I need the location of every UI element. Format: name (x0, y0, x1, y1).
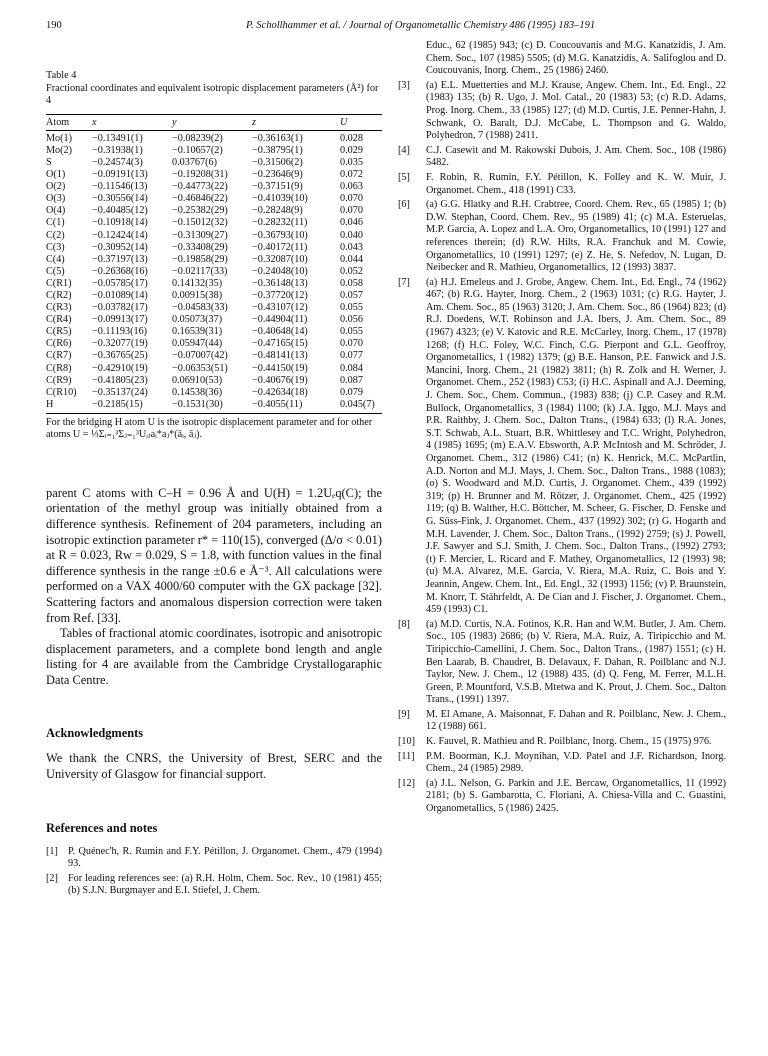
table-cell: −0.03782(17) (92, 302, 148, 314)
table-cell: 0.035 (340, 156, 363, 168)
table-cell: −0.31938(1) (92, 144, 143, 156)
table-cell: −0.01089(14) (92, 290, 148, 301)
coordinates-table (46, 114, 382, 414)
table-cell: −0.28248(9) (252, 205, 303, 217)
table-cell: −0.02117(33) (172, 265, 228, 277)
reference-text: M. El Amane, A. Maisonnat, F. Dahan and R. Poilblanc, New. J. Chem., 12 (1988) 661. (426, 708, 726, 733)
table-cell: −0.44150(19) (252, 362, 308, 374)
acknowledgments-heading: Acknowledgments (46, 726, 144, 741)
table-cell: C(5) (46, 265, 65, 277)
table-cell: −0.09913(17) (92, 314, 148, 326)
table-cell: −0.46846(22) (172, 193, 228, 205)
table-cell: −0.36148(13) (252, 277, 308, 289)
table-cell: 0.046 (340, 217, 363, 229)
table-cell: 0.028 (340, 132, 363, 144)
table-cell: −0.4055(11) (252, 399, 340, 414)
table-cell: C(3) (46, 241, 65, 253)
reference-number: [11] (398, 750, 415, 762)
table-row (46, 254, 382, 266)
paragraph: parent C atoms with C–H = 0.96 Å and U(H) = 1.2Uₑq(C); the orientation of the methyl group was initially obtained from a difference synthesis. Refinement of 204 parameters, including an isotropic extinction parameter r* = 110(15), converged (Δ/σ < 0.01) at R = 0.023, Rw = 0.029, S = 1.8, with function values in the final difference synthesis in the range ±0.6 e Å⁻³. All calculations were performed on a VAX 4000/60 computer with the GX package [32]. Scattering factors and anomalous dispersion correction were taken from Ref. [33]. (46, 485, 382, 625)
column-header: Atom (46, 114, 92, 130)
table-cell: 0.03767(6) (172, 156, 217, 168)
table-cell: −0.41805(23) (92, 374, 148, 386)
reference-item (46, 846, 382, 871)
table-cell: −0.48141(13) (252, 350, 308, 362)
table-cell: −0.24574(3) (92, 156, 143, 168)
table-cell: −0.1531(30) (172, 399, 252, 414)
table-cell: C(R8) (46, 362, 72, 374)
table-cell: −0.2185(15) (92, 399, 172, 414)
table-row (46, 350, 382, 362)
table-cell: −0.47165(15) (252, 338, 308, 350)
table-cell: −0.26368(16) (92, 265, 148, 277)
table-cell: −0.10657(2) (172, 144, 223, 156)
reference-number: [4] (398, 144, 410, 156)
reference-item (46, 873, 382, 898)
reference-number: [1] (46, 845, 58, 857)
table-cell: C(R10) (46, 386, 77, 398)
right-column (398, 30, 726, 818)
table-cell: 0.16539(31) (172, 326, 223, 338)
table-cell: −0.42910(19) (92, 362, 148, 374)
table-cell: 0.057 (340, 290, 363, 301)
table-row (46, 157, 382, 169)
table-cell: 0.056 (340, 314, 363, 326)
table-row (46, 363, 382, 375)
table-row (46, 290, 382, 302)
table-cell: 0.087 (340, 374, 363, 386)
reference-number: [3] (398, 79, 410, 91)
table-cell: −0.06353(51) (172, 362, 228, 374)
table-cell: 0.055 (340, 326, 363, 338)
reference-item (398, 145, 726, 170)
table-cell: −0.10918(14) (92, 217, 148, 229)
reference-text: P. Quénec'h, R. Rumin and F.Y. Pétillon, J. Organomet. Chem., 479 (1994) 93. (68, 845, 382, 870)
table-cell: −0.30952(14) (92, 241, 148, 253)
reference-text: (a) M.D. Curtis, N.A. Fotinos, K.R. Han and W.M. Butler, J. Am. Chem. Soc., 105 (1983) 2686; (b) V. Riera, M.A. Ruiz, A. Tiripicchio and M. Tiripicchio-Camellini, J. Chem. Soc., Dalton Trans., (1987) 1551; (c) H. Ben Laarab, B. Chaudret, B. Delavaux, F. Dahan, R. Poilblanc and N.J. Taylor, New. J. Chem., 12 (1988) 435. (d) Q. Feng, M. Ferrer, M.L.H. Green, P. Mountford, V.S.B. Mtetwa and K. Prout, J. Chem. Soc., Dalton Trans., (1991) 1397. (426, 618, 726, 706)
reference-number: [10] (398, 736, 415, 748)
table-cell: −0.25382(29) (172, 205, 228, 217)
table-cell: S (46, 156, 52, 168)
table-cell: 0.040 (340, 229, 363, 241)
column-header: U (340, 114, 382, 130)
table-cell: −0.40485(12) (92, 205, 148, 217)
acknowledgments-text: We thank the CNRS, the University of Brest, SERC and the University of Glasgow for financial support. (46, 751, 382, 782)
table-row (46, 145, 382, 157)
reference-item (398, 80, 726, 143)
table-cell: −0.37197(13) (92, 253, 148, 265)
table-cell: −0.11546(13) (92, 181, 148, 193)
table-cell: −0.38795(1) (252, 144, 303, 156)
table-cell: 0.052 (340, 265, 363, 277)
reference-text: (a) H.J. Emeleus and J. Grobe, Angew. Chem. Int., Ed. Engl., 74 (1962) 467; (b) R.G. Hayter, Inorg. Chem., 2 (1963) 1031; (c) R.G. Hayter, J. Am. Chem. Soc., 85 (1963) 3120; J. Am. Chem. Soc., 86 (1964) 823; (d) R.J. Doedens, W.T. Robinson and J.A. Ibers, J. Am. Chem. Soc., 89 (1967) 4323; (e) V. Katovic and R.E. McCarley, Inorg. Chem., 17 (1978) 1268; (f) H.C. Foley, W.C. Finch, C.G. Pierpont and G.L. Geoffroy, Organometallics, 1 (1982) 1379; (g) B.E. Hanson, P.E. Fanwick and J.S. Mancini, Inorg. Chem., 21 (1982) 3811; (h) R. Zolk and H. Werner, J. Organomet. Chem., 252 (1983) C53; (i) H.C. Aspinall and A.J. Deeming, J. Chem. Soc., Chem. Commun., (1983) 838; (j) C.P. Casey and R.M. Bullock, Organometallics, 3 (1984) 1100; (k) J.A. Iggo, M.J. Mays and P.R. Raithby, J. Chem. Soc., Dalton Trans., (1984) 633; (l) R.A. Jones, S.T. Schwab, A.L. Stuart, B.R. Whittlesey and T.C. Wright, Polyhedron, 4 (1985) 1695; (m) E.A.V. Ebsworth, A.P. McIntosh and M. Schröder, J. Organomet. Chem., 312 (1986) C41; (n) K. Henrick, M.C. McPartlin, A.D. Norton and M.J. Mays, J. Chem. Soc., Dalton Trans., 1988 (1083); (o) S. Woodward and M.D. Curtis, J. Organomet. Chem., 439 (1992) 319; (p) H. Brunner and M. Rötzer, J. Organomet. Chem., 425 (1992) 119; (q) B. Walther, H.C. Böttcher, M. Scheer, G. Fischer, D. Fenske and G. Süss-Fink, J. Organomet. Chem., 437 (1992) 302; (r) G. Hogarth and M.H. Lavender, J. Chem. Soc., Dalton Trans., (1992) 2759; (s) J. Powell, J.F. Sawyer and S.J. Smith, J. Chem. Soc., Dalton Trans., (1992) 2793; (t) F. Mercier, L. Ricard and F. Mathey, Organometallics, 12 (1993) 98; (u) M.A. Alvarez, M.E. Garcia, V. Riera, M.A. Ruiz, C. Bois and Y. Jeannin, Angew. Chem. Int., Ed. Engl., 32 (1993) 1156; (v) P. Braunstein, M. Knorr, T. Stährfeldt, A. De Cian and J. Fischer, J. Organomet. Chem., 459 (1993) C1. (426, 276, 726, 616)
table-row (46, 314, 382, 326)
table-cell: −0.05785(17) (92, 277, 148, 289)
table-cell: −0.19858(29) (172, 253, 228, 265)
table-cell: −0.08239(2) (172, 132, 223, 144)
table-cell: Mo(2) (46, 144, 73, 156)
reference-item (398, 619, 726, 707)
table-cell: 0.00915(38) (172, 290, 223, 301)
reference-text: P.M. Boorman, K.J. Moynihan, V.D. Patel and J.F. Richardson, Inorg. Chem., 24 (1985) 2989. (426, 750, 726, 775)
table-cell: −0.40676(19) (252, 374, 308, 386)
table-cell: −0.44904(11) (252, 314, 308, 326)
table-row (46, 266, 382, 278)
table-cell: Mo(1) (46, 132, 73, 144)
table-cell: O(4) (46, 205, 66, 217)
table-row (46, 217, 382, 229)
table-caption (46, 70, 382, 108)
table-cell: 0.05073(37) (172, 314, 223, 326)
table-cell: C(R2) (46, 290, 72, 301)
reference-item (398, 199, 726, 275)
running-title: P. Schollhammer et al. / Journal of Organometallic Chemistry 486 (1995) 183–191 (246, 20, 596, 31)
body-text (46, 486, 382, 689)
reference-text: For leading references see: (a) R.H. Holm, Chem. Soc. Rev., 10 (1981) 455; (b) S.J.N. Burgmayer and E.I. Stiefel, J. Chem. (68, 872, 382, 897)
table-cell: −0.40648(14) (252, 326, 308, 338)
reference-continuation: Educ., 62 (1985) 943; (c) D. Coucouvanis and M.G. Kanatzidis, J. Am. Chem. Soc., 107 (1985) 5505; (d) M.G. Kanatzidis, A. Salifoglou and D. Coucouvanis, Inorg. Chem., 25 (1986) 2460. (426, 40, 726, 77)
table-row (46, 278, 382, 290)
column-header: x (92, 114, 172, 130)
table-cell: C(R4) (46, 314, 72, 326)
reference-number: [5] (398, 171, 410, 183)
table-row (46, 387, 382, 399)
paragraph: Tables of fractional atomic coordinates, isotropic and anisotropic displacement parameters, and a complete bond length and angle listing for 4 are available from the Cambridge Crystallogaraphic Data Centre. (46, 626, 382, 687)
table-row (46, 338, 382, 350)
table-cell: −0.37720(12) (252, 290, 308, 301)
column-header: y (172, 114, 252, 130)
table-header-row (46, 114, 382, 130)
table-row (46, 193, 382, 205)
table-cell: −0.31506(2) (252, 156, 303, 168)
column-header: z (252, 114, 340, 130)
reference-item (398, 736, 726, 749)
reference-number: [7] (398, 276, 410, 288)
reference-list-right (398, 40, 726, 816)
table-cell: −0.44773(22) (172, 181, 228, 193)
table-cell: 0.072 (340, 169, 363, 181)
table-row (46, 230, 382, 242)
table-cell: −0.24048(10) (252, 265, 308, 277)
table-cell: O(2) (46, 181, 66, 193)
table-cell: C(4) (46, 253, 65, 265)
table-cell: −0.07007(42) (172, 350, 228, 362)
table-cell: −0.11193(16) (92, 326, 148, 338)
reference-text: C.J. Casewit and M. Rakowski Dubois, J. Am. Chem. Soc., 108 (1986) 5482. (426, 144, 726, 169)
left-column (46, 70, 382, 900)
table-row (46, 242, 382, 254)
table-row (46, 169, 382, 181)
reference-text: (a) J.L. Nelson, G. Parkin and J.E. Bercaw, Organometallics, 11 (1992) 2181; (b) S. Gambarotta, C. Floriani, A. Chiesa-Villa and C. Guastini, Organometallics, 5 (1986) 2425. (426, 777, 726, 815)
reference-item (398, 172, 726, 197)
table-cell: −0.23646(9) (252, 169, 303, 181)
table-cell: 0.070 (340, 338, 363, 350)
table-row (46, 205, 382, 217)
table-cell: 0.043 (340, 241, 363, 253)
reference-list-left (46, 846, 382, 898)
reference-number: [8] (398, 618, 410, 630)
reference-text: F. Robin, R. Rumin, F.Y. Pétillon, K. Folley and K. W. Muir, J. Organomet. Chem., 418 (1991) C33. (426, 171, 726, 196)
table-cell: −0.43107(12) (252, 302, 308, 314)
table-cell: 0.06910(53) (172, 374, 223, 386)
table-cell: C(R5) (46, 326, 72, 338)
table-title: Fractional coordinates and equivalent isotropic displacement parameters (Å²) for 4 (46, 82, 379, 107)
page-number: 190 (46, 20, 62, 31)
reference-text: K. Fauvel, R. Mathieu and R. Poilblanc, Inorg. Chem., 15 (1975) 976. (426, 736, 712, 748)
table-cell: 0.084 (340, 362, 363, 374)
table-cell: C(R9) (46, 374, 72, 386)
table-footnote: For the bridging H atom U is the isotropic displacement parameter and for other atoms U = ⅓Σᵢ₌₁³Σⱼ₌₁³Uᵢⱼaᵢ*aⱼ*(āᵢ, āⱼ). (46, 416, 373, 441)
table-cell: −0.32087(10) (252, 253, 308, 265)
reference-item (398, 277, 726, 617)
reference-item (398, 778, 726, 816)
table-cell: C(R7) (46, 350, 72, 362)
table-cell: −0.36163(1) (252, 132, 303, 144)
table-cell: −0.35137(24) (92, 386, 148, 398)
reference-number: [6] (398, 199, 410, 211)
table-cell: 0.14132(35) (172, 277, 223, 289)
table-cell: −0.33408(29) (172, 241, 228, 253)
table-cell: −0.41039(10) (252, 193, 308, 205)
table-cell: −0.37151(9) (252, 181, 303, 193)
reference-number: [12] (398, 777, 415, 789)
table-cell: 0.055 (340, 302, 363, 314)
table-row (46, 399, 382, 414)
table-cell: H (46, 399, 92, 414)
reference-item (398, 709, 726, 734)
table-cell: −0.36765(25) (92, 350, 148, 362)
references-heading: References and notes (46, 820, 158, 835)
table-cell: −0.09191(13) (92, 169, 148, 181)
table-body (46, 130, 382, 413)
table-cell: −0.32077(19) (92, 338, 148, 350)
table-cell: O(1) (46, 169, 66, 181)
reference-text: (a) G.G. Hlatky and R.H. Crabtree, Coord. Chem. Rev., 65 (1985) 1; (b) D.W. Stephan, Coord. Chem. Rev., 95 (1989) 41; (c) M.A. Esteruelas, M.P. Garcia, A. Lopez and L.A. Oro, Organometallics, 10 (1991) 127 and references therein; (d) R.W. Hilts, R.A. Franchuk and M. Cowie, Organometallics, 10 (1991) 1297; (e) Z. He, S. Nefedov, N. Lugan, D. Neibecker and R. Mathieu, Organometallics, 12 (1993) 3837. (426, 199, 726, 274)
table-cell: C(R3) (46, 302, 72, 314)
table-cell: 0.14538(36) (172, 386, 223, 398)
table-cell: 0.070 (340, 205, 363, 217)
reference-item (398, 751, 726, 776)
table-cell: C(R6) (46, 338, 72, 350)
table-cell: C(2) (46, 229, 65, 241)
table-cell: −0.36793(10) (252, 229, 308, 241)
table-cell: 0.063 (340, 181, 363, 193)
table-cell: −0.13491(1) (92, 132, 143, 144)
table-cell: 0.079 (340, 386, 363, 398)
table-cell: −0.28232(11) (252, 217, 308, 229)
table-cell: −0.19208(31) (172, 169, 228, 181)
table-cell: 0.077 (340, 350, 363, 362)
table-cell: −0.30556(14) (92, 193, 148, 205)
table-cell: −0.12424(14) (92, 229, 148, 241)
table-cell: C(1) (46, 217, 65, 229)
table-row (46, 326, 382, 338)
table-cell: C(R1) (46, 277, 72, 289)
table-cell: −0.42634(18) (252, 386, 308, 398)
table-cell: 0.045(7) (340, 399, 382, 414)
reference-number: [2] (46, 872, 58, 884)
table-row (46, 302, 382, 314)
table-cell: 0.058 (340, 277, 363, 289)
table-label: Table 4 (46, 70, 77, 81)
table-cell: 0.044 (340, 253, 363, 265)
table-row (46, 375, 382, 387)
table-cell: −0.15012(32) (172, 217, 228, 229)
reference-number: [9] (398, 708, 410, 720)
table-cell: −0.04583(33) (172, 302, 228, 314)
table-cell: O(3) (46, 193, 66, 205)
table-cell: −0.40172(11) (252, 241, 308, 253)
reference-text: (a) E.L. Muetterties and M.J. Krause, Angew. Chem. Int., Ed. Engl., 22 (1983) 135; (b) R. Ugo, J. Mol. Catal., 20 (1983) 53; (c) R.D. Adams, Prog. Inorg. Chem., 33 (1985) 127; (d) M.D. Curtis, J.E. Penner-Hahn, J. Schwank, O. Baralt, D.J. McCabe, L. Thompson and G. Waldo, Polyhedron, 7 (1988) 2411. (426, 79, 726, 142)
table-row (46, 181, 382, 193)
table-cell: 0.05947(44) (172, 338, 223, 350)
table-row (46, 130, 382, 145)
table-cell: 0.029 (340, 144, 363, 156)
table-cell: −0.31309(27) (172, 229, 228, 241)
table-cell: 0.070 (340, 193, 363, 205)
